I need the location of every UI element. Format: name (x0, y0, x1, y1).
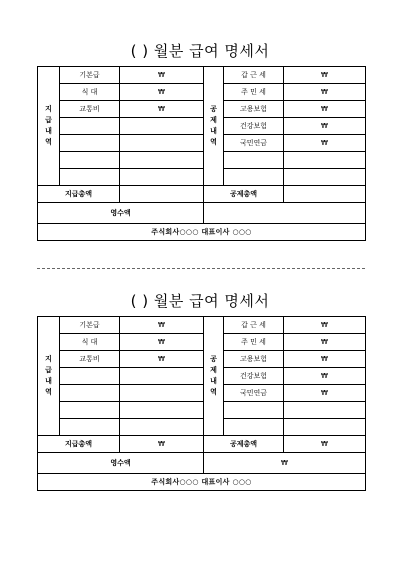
total-pay-label: 지급총액 (38, 436, 120, 453)
deduction-item-amount[interactable]: ₩ (284, 317, 366, 334)
payslip-2 (37, 316, 365, 491)
total-deduction-amount[interactable]: ₩ (284, 436, 366, 453)
pay-item-amount[interactable] (120, 152, 204, 169)
pay-item-label (60, 368, 120, 385)
totals-row (38, 436, 366, 453)
pay-item-label (60, 169, 120, 186)
pay-item-amount[interactable] (120, 419, 204, 436)
total-pay-amount[interactable] (120, 186, 204, 203)
company-signature-line: 주식회사○○○ 대표이사 ○○○ (38, 474, 366, 491)
receipt-amount[interactable]: ₩ (204, 453, 366, 474)
table-row (38, 368, 366, 385)
pay-item-label: 식 대 (60, 334, 120, 351)
pay-item-amount[interactable]: ₩ (120, 317, 204, 334)
slip-title: ( ) 월분 급여 명세서 (130, 42, 270, 60)
receipt-label: 영수액 (38, 453, 204, 474)
pay-item-amount[interactable] (120, 118, 204, 135)
company-row (38, 474, 366, 491)
total-deduction-amount[interactable] (284, 186, 366, 203)
payslip-table (37, 66, 366, 241)
deduction-item-amount[interactable]: ₩ (284, 368, 366, 385)
deduction-item-amount[interactable]: ₩ (284, 385, 366, 402)
table-row (38, 118, 366, 135)
pay-item-label (60, 419, 120, 436)
pay-item-label: 교통비 (60, 101, 120, 118)
deduction-section-label: 공 제 내 역 (204, 67, 224, 186)
table-row (38, 385, 366, 402)
deduction-item-amount[interactable]: ₩ (284, 135, 366, 152)
deduction-item-label (224, 169, 284, 186)
deduction-item-label: 갑 근 세 (224, 67, 284, 84)
pay-item-label (60, 118, 120, 135)
pay-item-label (60, 402, 120, 419)
receipt-row (38, 453, 366, 474)
table-row (38, 101, 366, 118)
pay-item-amount[interactable] (120, 385, 204, 402)
table-row (38, 419, 366, 436)
deduction-item-label: 갑 근 세 (224, 317, 284, 334)
deduction-item-label (224, 152, 284, 169)
deduction-item-amount[interactable]: ₩ (284, 67, 366, 84)
company-signature-line: 주식회사○○○ 대표이사 ○○○ (38, 224, 366, 241)
pay-item-label (60, 135, 120, 152)
payslip-1 (37, 66, 365, 241)
deduction-item-label: 고용보험 (224, 351, 284, 368)
pay-item-label: 기본급 (60, 67, 120, 84)
pay-item-amount[interactable]: ₩ (120, 101, 204, 118)
table-row (38, 402, 366, 419)
deduction-item-label: 건강보험 (224, 368, 284, 385)
company-row (38, 224, 366, 241)
slip-title: ( ) 월분 급여 명세서 (130, 292, 270, 310)
total-deduction-label: 공제총액 (204, 186, 284, 203)
deduction-item-amount[interactable] (284, 169, 366, 186)
pay-item-amount[interactable] (120, 402, 204, 419)
pay-section-label: 지 급 내 역 (38, 317, 60, 436)
pay-item-amount[interactable] (120, 368, 204, 385)
pay-item-amount[interactable] (120, 135, 204, 152)
pay-item-label (60, 385, 120, 402)
pay-item-amount[interactable] (120, 169, 204, 186)
pay-item-amount[interactable]: ₩ (120, 334, 204, 351)
pay-item-label: 교통비 (60, 351, 120, 368)
table-row (38, 135, 366, 152)
total-deduction-label: 공제총액 (204, 436, 284, 453)
deduction-item-label: 주 민 세 (224, 334, 284, 351)
deduction-item-label (224, 402, 284, 419)
table-row (38, 351, 366, 368)
total-pay-amount[interactable]: ₩ (120, 436, 204, 453)
pay-item-amount[interactable]: ₩ (120, 84, 204, 101)
deduction-item-amount[interactable]: ₩ (284, 118, 366, 135)
table-row (38, 317, 366, 334)
table-row (38, 67, 366, 84)
table-row (38, 84, 366, 101)
totals-row (38, 186, 366, 203)
pay-section-label: 지 급 내 역 (38, 67, 60, 186)
cut-line-divider (37, 268, 365, 269)
table-row (38, 169, 366, 186)
receipt-label: 영수액 (38, 203, 204, 224)
deduction-item-amount[interactable] (284, 402, 366, 419)
pay-item-label: 기본급 (60, 317, 120, 334)
pay-item-amount[interactable]: ₩ (120, 67, 204, 84)
pay-item-label (60, 152, 120, 169)
deduction-item-amount[interactable] (284, 419, 366, 436)
receipt-amount[interactable] (204, 203, 366, 224)
deduction-section-label: 공 제 내 역 (204, 317, 224, 436)
table-row (38, 334, 366, 351)
total-pay-label: 지급총액 (38, 186, 120, 203)
deduction-item-amount[interactable]: ₩ (284, 334, 366, 351)
payslip-table (37, 316, 366, 491)
deduction-item-amount[interactable]: ₩ (284, 84, 366, 101)
pay-item-amount[interactable]: ₩ (120, 351, 204, 368)
deduction-item-amount[interactable]: ₩ (284, 101, 366, 118)
pay-item-label: 식 대 (60, 84, 120, 101)
table-row (38, 152, 366, 169)
deduction-item-label: 국민연금 (224, 385, 284, 402)
deduction-item-amount[interactable] (284, 152, 366, 169)
deduction-item-label: 주 민 세 (224, 84, 284, 101)
deduction-item-label: 국민연금 (224, 135, 284, 152)
receipt-row (38, 203, 366, 224)
deduction-item-amount[interactable]: ₩ (284, 351, 366, 368)
deduction-item-label: 고용보험 (224, 101, 284, 118)
deduction-item-label (224, 419, 284, 436)
deduction-item-label: 건강보험 (224, 118, 284, 135)
